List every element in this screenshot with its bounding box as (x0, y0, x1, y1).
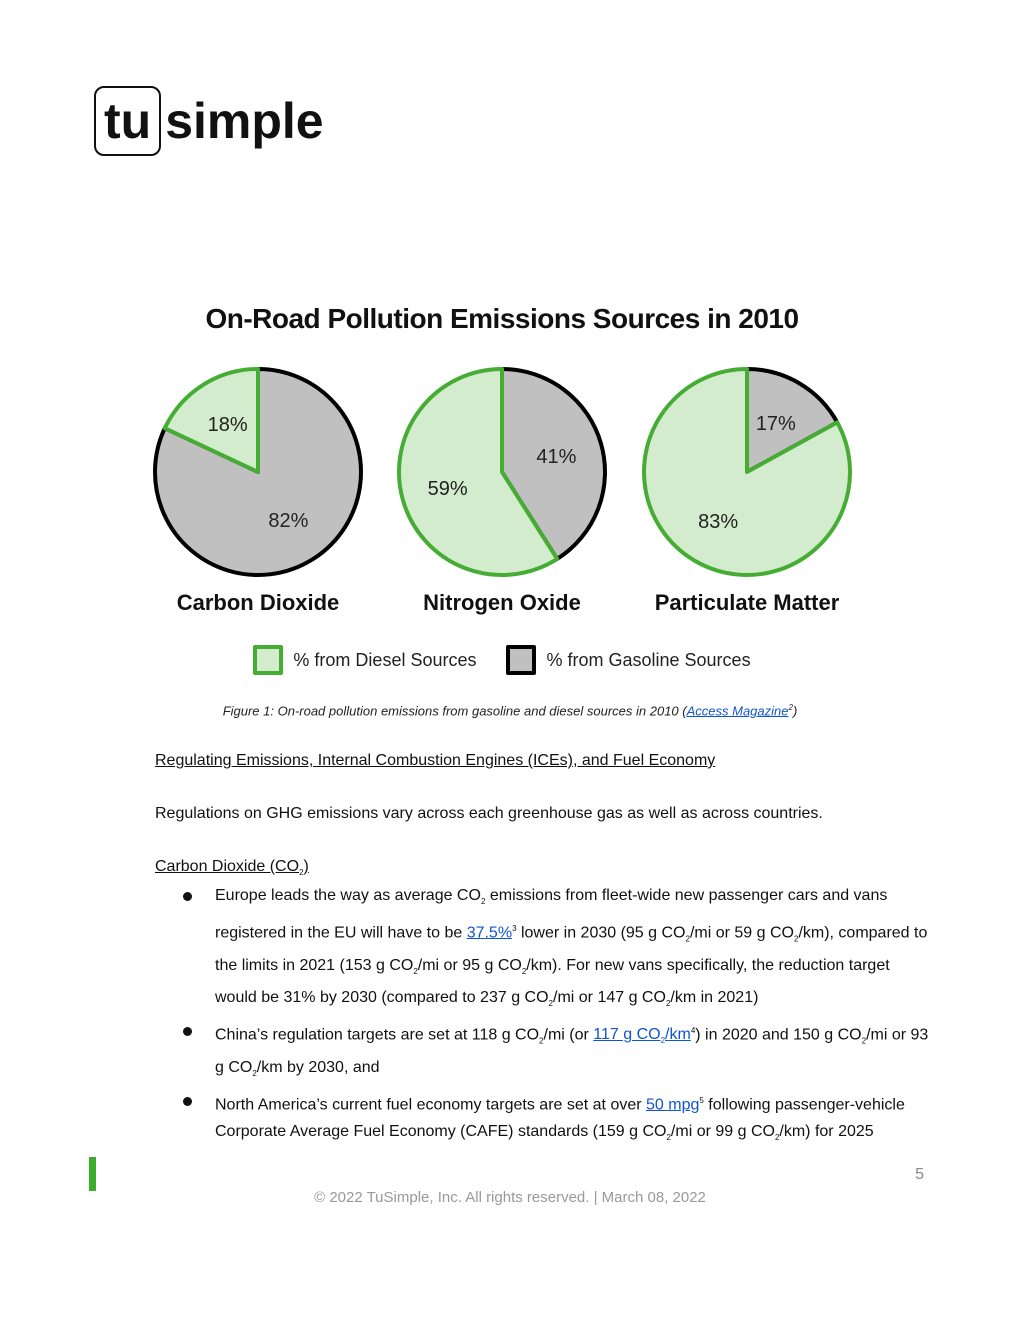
footer-copyright: © 2022 TuSimple, Inc. All rights reserved. | March 08, 2022 (314, 1189, 706, 1206)
footnote-ref: 3 (512, 923, 517, 933)
pie-charts (0, 360, 1020, 620)
text: Europe leads the way as average CO (215, 887, 481, 904)
pie-label-gasoline-2: 17% (755, 413, 796, 436)
co2-heading (155, 858, 309, 877)
text: following passenger-vehicle Corporate Average Fuel Economy (CAFE) standards (159 g CO (215, 1096, 905, 1140)
footnote-ref: 4 (690, 1026, 696, 1036)
text: /km in 2021) (670, 989, 759, 1007)
legend-swatch-gasoline (506, 645, 536, 675)
text: /mi or 95 g CO (417, 956, 522, 974)
link-text: 117 g CO (593, 1026, 661, 1044)
subscript: 2 (793, 934, 799, 944)
logo-boxed-text: tu (94, 86, 161, 156)
pie-name-1: Nitrogen Oxide (423, 590, 581, 615)
subscript: 2 (413, 966, 418, 976)
pie-label-diesel-0: 18% (207, 414, 248, 437)
subscript: 2 (252, 1069, 257, 1079)
text: /mi or 99 g CO (670, 1122, 775, 1140)
subscript: 2 (521, 966, 527, 976)
pie-label-gasoline-0: 82% (268, 509, 309, 532)
chart-title: On-Road Pollution Emissions Sources in 2010 (205, 303, 799, 334)
caption-text: Figure 1: On-road pollution emissions from gasoline and diesel sources in 2010 ( (222, 703, 687, 719)
subscript: 2 (861, 1036, 867, 1046)
caption-footnote-ref: 2 (788, 703, 793, 712)
text: emissions from fleet-wide new passenger cars and vans registered in the EU will have to be (215, 887, 888, 942)
text: China’s regulation targets are set at 118 g CO (215, 1026, 540, 1044)
text: /mi or 93 g CO (215, 1026, 929, 1077)
co2-heading-close: ) (303, 858, 309, 875)
eu-reduction-link[interactable]: 37.5% (466, 924, 513, 942)
text: /km) for 2025 (779, 1122, 874, 1140)
figure-caption (0, 703, 1020, 718)
text: North America’s current fuel economy targets are set at over (215, 1096, 647, 1114)
pie-name-0: Carbon Dioxide (176, 590, 340, 615)
subscript: 2 (480, 897, 486, 907)
subscript: 2 (548, 999, 553, 1009)
subscript: 2 (666, 1132, 671, 1142)
pie-label-diesel-2: 83% (698, 510, 739, 533)
pie-label-diesel-1: 59% (427, 477, 468, 500)
text: /mi or 59 g CO (689, 924, 794, 942)
pie-label-gasoline-1: 41% (536, 446, 577, 469)
caption-close: ) (792, 703, 798, 719)
legend-item-diesel (253, 645, 476, 675)
page-number: 5 (915, 1166, 924, 1183)
access-magazine-link[interactable]: Access Magazine (686, 703, 789, 719)
subscript: 2 (539, 1036, 544, 1046)
text: /km). For new vans specifically, the reduction target would be 31% by 2030 (compared to 237 g CO (215, 956, 890, 1007)
legend-item-gasoline (506, 645, 750, 675)
footnote-ref: 5 (699, 1095, 704, 1105)
section-heading: Regulating Emissions, Internal Combustion Engines (ICEs), and Fuel Economy (155, 752, 716, 769)
intro-paragraph: Regulations on GHG emissions vary across each greenhouse gas as well as across countries. (155, 805, 823, 822)
logo-rest-text: simple (165, 93, 324, 149)
list-item-europe (155, 883, 930, 1018)
text: lower in 2030 (95 g CO (516, 924, 686, 942)
bullet-icon (183, 892, 192, 901)
text: ) in 2020 and 150 g CO (695, 1026, 862, 1044)
legend-swatch-diesel (253, 645, 283, 675)
link-text: /km (665, 1026, 691, 1044)
legend-label-gasoline: % from Gasoline Sources (546, 649, 751, 670)
co2-heading-sub: 2 (299, 868, 304, 878)
co2-regulation-list (155, 883, 930, 1151)
legend-label-diesel: % from Diesel Sources (293, 649, 477, 670)
china-target-link[interactable] (593, 1026, 691, 1046)
footer-accent-bar (89, 1157, 96, 1191)
mpg-link[interactable]: 50 mpg (646, 1096, 700, 1114)
subscript: 2 (685, 934, 690, 944)
subscript: 2 (774, 1132, 780, 1142)
pie-name-2: Particulate Matter (654, 590, 840, 615)
text: /mi (or (543, 1026, 594, 1044)
text: /mi or 147 g CO (553, 989, 666, 1007)
bullet-icon (183, 1027, 192, 1036)
text: /km), compared to the limits in 2021 (153 g CO (215, 924, 928, 974)
list-item-north-america (155, 1088, 930, 1152)
subscript: 2 (665, 999, 671, 1009)
text: /km by 2030, and (256, 1059, 380, 1077)
list-item-china (155, 1018, 930, 1088)
subscript: 2 (660, 1036, 666, 1046)
co2-heading-text: Carbon Dioxide (CO (155, 858, 300, 875)
chart-legend (0, 645, 1004, 675)
bullet-icon (183, 1097, 192, 1106)
tusimple-logo (94, 84, 324, 158)
